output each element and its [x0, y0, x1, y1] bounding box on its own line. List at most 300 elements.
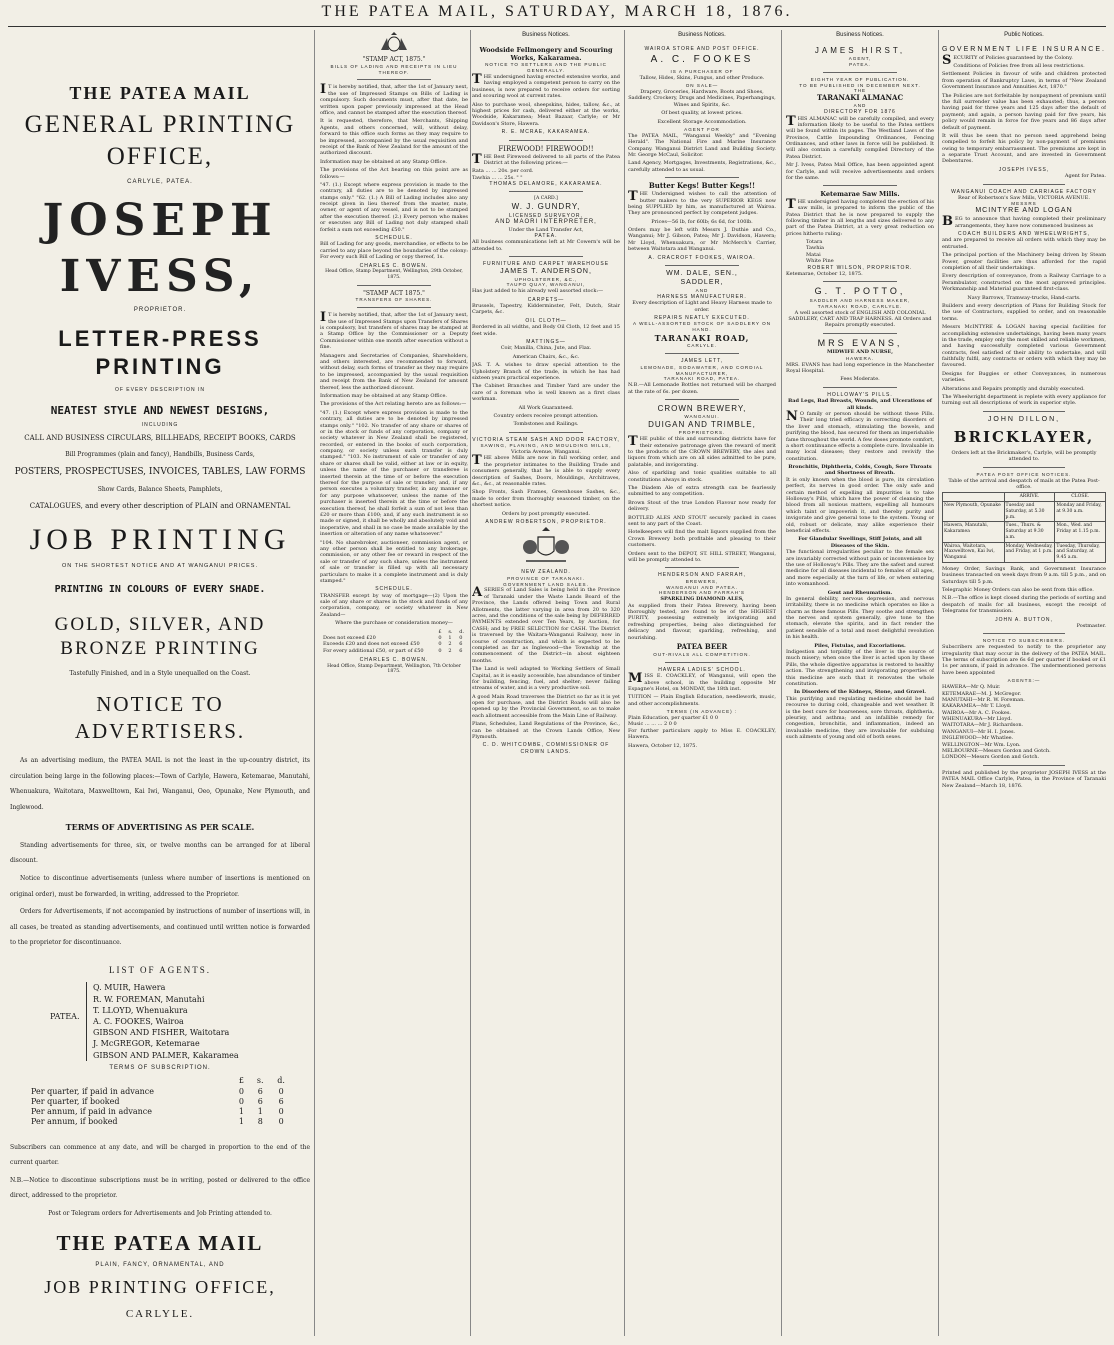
paragraph: Money Order, Savings Bank, and Government Insurance business transacted on week days from 9 a.m. till 5 p.m., and on Saturdays till 5 p.m. [942, 565, 1106, 585]
table-cell: 6 [459, 647, 463, 654]
town-label: PATEA. [50, 1012, 80, 1022]
paragraph: Telegraphic Money Orders can also be sent from this office. [942, 587, 1094, 594]
table-cell: Wairoa, Waitotara, Maxwelltown, Kai Iwi, Wanganui [943, 542, 1005, 562]
agents-block [50, 982, 310, 1060]
heading: SCHEDULE. [375, 235, 413, 242]
table-cell: d. [459, 628, 465, 635]
paragraph: THE public of this and surrounding districts have for their extensive patronage given the reward of merit to the products of the CROWN BREWERY, the ales and liquors from which are on all sides admitted to be pure, palatable, and invigorating. [628, 434, 776, 468]
heading: FURNITURE AND CARPET WAREHOUSE [482, 261, 610, 268]
heading: PATEA BEER [676, 642, 728, 652]
heading: JAMES LETT, [680, 358, 724, 365]
separator [983, 184, 1065, 185]
paragraph: The Land is well adapted to Working Settlers of Small Capital, as it is easily accessible, has abundance of timber for building, fencing, fuel, and shelter; never failing streams of water, and is a very productive soil. [472, 666, 620, 692]
caption: INCLUDING [141, 421, 179, 428]
subheading: TARANAKI ROAD, CARLYLE. [817, 303, 903, 309]
paragraph: Mr J. Ivess, Patea Mail Office, has been appointed agent for Carlyle, and will receive advertisements and orders for the same. [786, 162, 934, 182]
heading: JOHN DILLON, [987, 415, 1061, 423]
column-divider [470, 30, 471, 1336]
paragraph: Subscribers are requested to notify to the proprietor any irregularity that may occur in the delivery of the PATEA MAIL. The terms of subscription are 6s 6d per quarter if booked or £1 1s per annum, if paid in advance. The undermentioned persons have been appointed [942, 644, 1106, 676]
subheading: WANGANUI. [684, 414, 720, 420]
paragraph: N.B.—The office is kept closed during the periods of sorting and despatch of mails for all business, except the receipt of Telegrams for transmission. [942, 595, 1106, 615]
paragraph: Table of the arrival and despatch of mails at the Patea Post-office. [948, 477, 1100, 490]
paragraph: Standing advertisements for three, six, or twelve months can be arranged for at liberal discount. [10, 841, 310, 865]
paragraph: Every description of Light and Heavy Harness made to order. [632, 300, 772, 313]
paragraph: The Cabinet Branches and Timber Yard are under the care of a foreman who is well known as a first class workman. [472, 383, 620, 403]
list-item: HAWERA—Mr Q. Muir. [942, 684, 1001, 691]
paragraph: NO family or person should be without these Pills. Their long tried efficacy in correcting disorders of the liver and stomach, stimulating the bowels, and purifying the blood, has secured for them an imperishable fame throughout the world. A few doses promote comfort, a short continuance effects a complete cure. Invaluable in many local diseases; they restore and revivify the constitution. [786, 408, 934, 462]
table-cell: 8 [257, 1117, 263, 1127]
list-line: POSTERS, PROSPECTUSES, INVOICES, TABLES, LAW FORMS [14, 466, 306, 477]
paragraph: Builders and every description of Plans for Building Stock for the use of Contractors, supplied to order, and on reasonable terms. [942, 302, 1106, 322]
table-cell: s. [256, 1076, 264, 1086]
heading: MRS EVANS, [817, 337, 903, 348]
paragraph: As supplied from their Patea Brewery, having been thoroughly tested, are found to be of the HIGHEST PURITY, possessing extremely invigorating and refreshing properties, being also distinguished for delicacy and flavour, sparkling, refreshing, and nourishing. [628, 602, 776, 641]
table-row [28, 1117, 292, 1127]
subheading: OIL CLOTH— [525, 317, 567, 324]
heading: GENERAL PRINTING OFFICE, [24, 111, 296, 171]
paragraph: Bill of Lading for any goods, merchandise, or effects to be carried to any place beyond the boundaries of the colony: For every such Bill of Lading or copy thereof, 1s. [320, 241, 468, 261]
signature: THOMAS DELAMORE, KAKARAMEA. [489, 181, 603, 188]
separator [665, 662, 739, 663]
separator [983, 467, 1065, 468]
paragraph: THE Undersigned wishes to call the attention of butter makers to the very SUPERIOR KEGS now being SUPPLIED by him, as manufactured at Wairoa. They are pronounced perfect by competent judges. [628, 189, 776, 217]
table-cell: 0 [278, 1086, 284, 1096]
heading: "STAMP ACT, 1875." [362, 56, 426, 63]
table-cell: Exceeds £20 and does not exceed £50 [323, 641, 420, 648]
list-item: WHENUAKURA—Mr Lloyd. [942, 716, 1012, 723]
separator [823, 387, 897, 388]
paragraph: and are prepared to receive all orders with which they may be entrusted. [942, 237, 1106, 250]
paragraph: Hotelkeepers will find the malt liquors supplied from the Crown Brewery both profitable and pleasing to their customers. [628, 529, 776, 549]
paragraph: "104. No sharebroker, auctioneer, commission agent, or any other person shall be entitled to any brokerage, commission, or any other fee or reward in respect of the sale or transfer of any such share, unless the instrument of sale or transfer is filled up with all necessary particulars to make it a complete instrument and is duly stamped." [320, 539, 468, 584]
paragraph: Bordered in all widths, and Body Oil Cloth, 12 feet and 15 feet wide. [472, 324, 620, 337]
paragraph: SECURITY of Policies guaranteed by the Colony. [942, 52, 1073, 68]
heading: NOTICE TO SUBSCRIBERS. [982, 638, 1066, 644]
paragraph: Orders left at the Brickmaker's, Carlyle, will be promptly attended to. [951, 449, 1097, 463]
heading: "STAMP ACT 1875." [363, 289, 425, 297]
subheading: BILLS OF LADING AND RECEIPTS IN LIEU THEREOF. [330, 63, 458, 75]
subheading: Bad Legs, Bad Breasts, Wounds, and Ulcerations of all kinds. [788, 398, 932, 411]
table-cell: Monday and Friday, at 9.30 a.m. [1055, 502, 1106, 522]
table-cell: Tuesday, Thursday, and Saturday, at 9.45 a.m. [1055, 542, 1106, 562]
list-line: CALL AND BUSINESS CIRCULARS, BILLHEADS, RECEIPT BOOKS, CARDS [24, 434, 296, 443]
agent: Q. MUIR, Hawera [93, 983, 166, 993]
paragraph: Messrs McINTYRE & LOGAN having special facilities for accomplishing extensive undertakings, having been many years in the trade, employ only the most skilled and reliable workmen, and having successfully completed various Government contracts, feel satisfied of their ability to undertake, and will faithfully fulfil, any contracts or orders with which they may be favoured. [942, 324, 1106, 369]
subheading: TERMS (IN ADVANCE) : [666, 709, 738, 715]
table-cell: Hawera, Manutahi, Kakaramea [943, 522, 1005, 542]
column-2-stamp-act [320, 30, 468, 1336]
table-cell: 1 [257, 1107, 263, 1117]
table-cell: Tuesday and Saturday, at 5.30 p.m. [1004, 502, 1055, 522]
caption: MESSRS [1011, 201, 1037, 207]
paragraph: Country orders receive prompt attention. [493, 412, 599, 419]
price-line: Tawhia ... ... 25s. " " [472, 174, 523, 181]
table-row [28, 1107, 292, 1117]
subheading: NOTICE TO SETTLERS AND THE PUBLIC GENERALLY. [485, 62, 607, 74]
table-cell: 6 [278, 1096, 284, 1106]
paragraph: BOTTLED ALES AND STOUT securely packed in cases sent to any part of the Coast. [628, 514, 776, 527]
paragraph: This purifying and regulating medicine should be had recourse to during cold, changeable and wet weather. It is the best cure for hoarseness, sore throats, diphtheria, pleurisy, and asthma; and an infallible remedy for congestion, bronchitis, and inflammation, indeed an invaluable medicine, they are invaluable for subduing such ailments of young and old of both sexes. [786, 695, 934, 741]
table-cell: Does not exceed £20 [323, 635, 376, 642]
paragraph: N.B.—All Lemonade Bottles not returned will be charged at the rate of 6s. per dozen. [628, 382, 776, 395]
paragraph: Of best quality, at lowest prices. [661, 110, 743, 117]
list-item: WANGANUI—Mr H. I. Jones. [942, 728, 1016, 735]
paragraph: It will thus be seen that no person need apprehend being compelled to forfeit his policy by non-payment of premiums owing to temporary embarrassment. The premiums are kept in a separate Trust Account, and are invested in Government Debentures. [942, 132, 1106, 165]
signature: ANDREW ROBERTSON, PROPRIETOR. [485, 518, 607, 525]
heading: NEATEST STYLE AND NEWEST DESIGNS, [50, 403, 270, 417]
paragraph: ASERIES of Land Sales is being held in the Province of Taranaki under the Waste Lands Board of the Province, the Lands offered being Town and Rural Allotments, the latter varying in area from 20 to 320 acres, and the conditions of the sale being by DEFERRED PAYMENTS extended over Ten Years, by Auction, for CASH; and by FREE SELECTION for CASH. The District is traversed by the Waitara-Wanganui Railway, now in course of construction, and which is expected to be completed as far as Inglewood—the Township at the commencement of the District—in about eighteen months. [472, 585, 620, 664]
heading: JOB PRINTING [29, 522, 291, 556]
table-row [28, 1076, 292, 1086]
agents-list [86, 982, 239, 1060]
caption: OF EVERY DESCRIPTION IN [114, 387, 206, 394]
paragraph: Settlement Policies in favour of wife and children protected from operation of Bankruptcy Laws, in terms of "New Zealand Government Insurance and Annuities Act, 1870." [942, 71, 1106, 91]
paragraph: Alterations and Repairs promptly and durably executed. [942, 385, 1085, 392]
subheading: DIRECTORY FOR 1876 [824, 109, 896, 116]
subheading: Piles, Fistulas, and Excoriations. [814, 642, 906, 649]
list-item: Totara [806, 239, 823, 246]
caption: PLAIN, FANCY, ORNAMENTAL, AND [95, 1262, 225, 1269]
subheading: AND MAORI INTERPRETER, [495, 218, 597, 225]
heading: FIREWOOD! FIREWOOD!! [498, 144, 594, 153]
caption: [A CARD.] [534, 196, 558, 202]
table-cell: £ [238, 1076, 244, 1086]
separator [509, 432, 583, 433]
table-header: ARRIVE. [1004, 493, 1055, 502]
paragraph: Fees Moderate. [840, 376, 880, 383]
caption: Under the Land Transfer Act, [508, 226, 584, 233]
column-header: Business Notices. [836, 32, 884, 38]
separator [509, 256, 583, 257]
column-5-business-notices [786, 30, 934, 1336]
subscription-table [28, 1076, 292, 1127]
agent: J. McGREGOR, Ketemarae [93, 1039, 200, 1049]
table-cell: Per annum, if paid in advance [31, 1107, 152, 1117]
heading: SADDLER, [680, 278, 724, 286]
heading: CROWN BREWERY, [657, 404, 747, 414]
signature: CHARLES C. BOWEN. [359, 657, 429, 664]
paragraph: THE undersigned having completed the erection of his saw mills, is prepared to inform the public of the Patea District that he is now prepared to supply the following timber in all lengths and sizes delivered to any part of the Patea District, at a very great reduction on prices hitherto ruling: [786, 196, 934, 237]
subheading: CARLYLE, PATEA. [127, 179, 193, 186]
paragraph: THE above Mills are now in full working order, and the proprietor intimates to the Building Trade and consumers generally, that he is able to supply every description of Sashes, Doors, Mouldings, Architraves, &c., &c., at reasonable rates. [472, 453, 620, 487]
heading: NOTICE TO ADVERTISERS. [74, 692, 246, 744]
subheading: PROVINCE OF TARANAKI. [507, 575, 585, 581]
caption: Head Office, Stamp Department, Wellington, 29th October, 1875. [325, 268, 463, 280]
heading: THE PATEA MAIL [69, 83, 251, 103]
heading: JAMES HIRST, [814, 45, 906, 55]
caption: Agent for Patea. [1064, 173, 1106, 180]
subheading: OUT-RIVALS ALL COMPETITION. [653, 651, 751, 657]
fee-line: Music ... ... ... 2 0 0 [628, 721, 677, 728]
paragraph: American Chairs, &c., &c. [512, 353, 580, 360]
paragraph: Where the purchase or consideration money— [335, 620, 453, 627]
caption: Postmaster. [1076, 623, 1106, 630]
separator [665, 177, 739, 178]
subheading: MIDWIFE AND NURSE, [826, 349, 894, 356]
list-item: MANUTAHI—Mr R. W. Foreman. [942, 696, 1025, 703]
caption: TO BE PUBLISHED IN DECEMBER NEXT. [799, 82, 921, 88]
heading: W. J. GUNDRY, [511, 202, 581, 212]
heading: PATEA POST OFFICE NOTICES. [976, 471, 1072, 477]
list-item: Tawhia [806, 245, 825, 252]
signature: JOHN A. BUTTON, [995, 616, 1053, 623]
agent: GIBSON AND FISHER, Waitotara [93, 1028, 230, 1038]
paragraph: Every description of conveyance, from a Railway Carriage to a Perambulator, constructed on the most approved principles. Workmanship and Material guaranteed first-class. [942, 273, 1106, 293]
mail-table [942, 492, 1106, 563]
table-row [320, 648, 468, 654]
separator [983, 765, 1065, 766]
paragraph: All Work Guaranteed. [518, 404, 574, 411]
table-row [28, 1097, 292, 1107]
paragraph: IT is hereby notified, that, after the 1st of January next, the use of Impressed Stamps on Bills of Lading is compulsory. Such documents must, after that date, be written upon paper previously impressed at the Head office, and cannot be stamped after the execution thereof. [320, 82, 468, 116]
heading: VICTORIA STEAM SASH AND DOOR FACTORY, [472, 436, 620, 443]
column-header: Business Notices. [678, 32, 726, 38]
list-item: INGLEWOOD—Mr Whatlee. [942, 735, 1014, 742]
heading: PRINTING IN COLOURS OF EVERY SHADE. [54, 584, 266, 596]
table-cell: 6 [459, 641, 463, 648]
list-item: KAKARAMEA—Mr T. Lloyd. [942, 703, 1012, 710]
list-item: Matai [806, 251, 821, 258]
separator [823, 333, 897, 334]
heading: MCINTYRE AND LOGAN [975, 207, 1073, 215]
column-1-printing-office [10, 30, 310, 1336]
paragraph: MISS E. COACKLEY, of Wanganui, will open the above school, in the building opposite Mr Espagne's Hotel, on MONDAY, the 18th inst. [628, 671, 776, 693]
heading: NEW ZEALAND. [521, 569, 571, 576]
proprietor-name: JOSEPH IVESS, [42, 194, 278, 303]
subheading: SAWING, PLANING, AND MOULDING MILLS, [480, 443, 612, 449]
caption: THE [853, 88, 867, 94]
subheading: HAWERA. [845, 355, 875, 361]
paragraph: The Diadem Ale of extra strength can be fearlessly submitted to any competition. [628, 484, 776, 498]
subheading: AGENTS:— [1007, 678, 1041, 684]
caption: Tastefully Finished, and in a Style unequalled on the Coast. [69, 669, 251, 677]
paragraph: Coir, Manilla, China, Jute, and Flax. [500, 345, 592, 352]
heading: SCHEDULE. [375, 586, 413, 593]
paragraph: IT is hereby notified, that, after the 1st of January next, the use of Impressed Stamps upon Transfers of Shares is compulsory, but transfers of shares may be stamped at a Stamp Office by the Commissioner or a Deputy Commissioner within one month after execution without a fine. [320, 310, 468, 351]
paragraph: Plans, Schedules, Land Regulations of the Province, &c., can be obtained at the Crown Lands Office, New Plymouth. [472, 721, 620, 741]
paragraph: Managers and Secretaries of Companies, Shareholders, and others interested, are recommended to forward, without delay, such forms of transfer as they may require to be impressed, accompanied by the usual requisition and receipt from the Bank of New Zealand for amount thereof, less the authorized discount. [320, 352, 468, 391]
list-line: Bill Programmes (plain and fancy), Handbills, Business Cards, [65, 451, 255, 459]
table-cell: 0 [438, 635, 442, 642]
paragraph: The principal portion of the Machinery being driven by Steam Power, greater facilities are thus afforded for the rapid completion of all their undertakings. [942, 252, 1106, 271]
spacer [10, 30, 310, 82]
heading: JOB PRINTING OFFICE, [44, 1277, 276, 1298]
list-item: WELLINGTON—Mr Wm. Lyon. [942, 741, 1021, 748]
subheading: PROPRIETORS. [678, 430, 726, 436]
table-header: CLOSE. [1055, 493, 1106, 502]
caption: Hawera, October 12, 1875. [628, 742, 698, 749]
list-line: Show Cards, Balance Sheets, Pamphlets, [97, 486, 223, 494]
heading: REPAIRS NEATLY EXECUTED. [654, 314, 750, 321]
table-row [943, 502, 1106, 522]
caption: AND [695, 287, 709, 293]
subheading: A WELL-ASSORTED STOCK OF SADDLERY ON HAND. [632, 321, 772, 333]
table-cell: Per quarter, if booked [31, 1096, 120, 1106]
subheading: UPHOLSTERER, &C., [514, 276, 578, 282]
caption: AND [853, 103, 867, 109]
paragraph: Also to purchase wool, sheepskins, hides, tallow, &c., at highest prices for cash, delivered either at the works, Woodside, Kakaramea; Meat Bazaar, Carlyle; or Mr Davidson's Store, Hawera. [472, 101, 620, 127]
list-item: KETEMARAE—M. J. McGregor. [942, 690, 1022, 697]
subheading: Gout and Rheumatism. [827, 589, 893, 596]
paragraph: Orders for Advertisements, if not accompanied by instructions of number of insertions will, in all cases, be treated as standing advertisements, and continued until written notice is forwarded to the proprietor for discontinuance. [10, 908, 310, 947]
caption: EIGHTH YEAR OF PUBLICATION. [810, 76, 910, 82]
table-cell: New Plymouth, Opunake [943, 502, 1005, 522]
signature: CHARLES C. BOWEN. [359, 262, 429, 269]
column-3-business-notices [472, 30, 620, 1336]
paragraph: A well assorted stock of ENGLISH AND COLONIAL SADDLERY, CART AND TRAP HARNESS. All Orders and Repairs promptly executed. [788, 309, 932, 329]
table-cell: 1 [238, 1117, 244, 1127]
caption: Ketemarae, October 12, 1875. [786, 271, 863, 278]
subheading: SADDLER AND HARNESS MAKER, [809, 297, 911, 303]
paragraph: Information may be obtained at any Stamp Office. [320, 392, 447, 399]
heading: WANGANUI COACH AND CARRIAGE FACTORY [951, 188, 1097, 195]
paragraph: Orders by post promptly executed. [501, 510, 591, 517]
caption: ON THE SHORTEST NOTICE AND AT WANGANUI PRICES. [62, 563, 258, 570]
paragraph: THIS ALMANAC will be carefully compiled, and every information likely to be useful to the Patea settlers will be found within its pages. The Westland Laws of the Province, Cattle Impounding Ordinances, Fencing Ordinances, and other laws in force will be published. It will also contain a carefully compiled Directory of the Patea District. [786, 113, 934, 160]
separator [357, 79, 431, 80]
table-row [28, 1087, 292, 1097]
paragraph: N.B.—Notice to discontinue subscriptions must be in writing, posted or delivered to the office direct, addressed to the proprietor. [10, 1176, 310, 1200]
table-cell: 0 [438, 647, 442, 654]
table-cell: Per quarter, if paid in advance [31, 1086, 154, 1096]
subheading: BREWERS, [685, 578, 719, 584]
agent: R. W. FOREMAN, Manutahi [93, 994, 205, 1004]
paragraph: Prices—56 lb, for 60lb; 6s 6d, for 100lb. [651, 218, 753, 225]
paragraph: TRANSFER except by way of mortgage—(2) Upon the sale of any share or shares in the stock and funds of any corporation, company, or society whatever in New Zealand— [320, 592, 468, 618]
paragraph: The Wheelwright department is replete with every appliance for turning out all descriptions of work in superior style. [942, 394, 1106, 407]
list-item: WAIROA—Mr A. C. Fookes. [942, 709, 1012, 716]
table-cell: 0 [238, 1096, 244, 1106]
separator [357, 285, 431, 286]
subheading: LEMONADE, SODAWATER, AND CORDIAL MANUFACTURER, [640, 364, 764, 376]
separator [665, 567, 739, 568]
table-row [943, 522, 1106, 542]
caption: CARLYLE. [125, 1308, 195, 1321]
table-cell: d. [277, 1076, 285, 1086]
column-header: Public Notices. [1004, 32, 1044, 38]
table-cell: 0 [238, 1086, 244, 1096]
column-header: Business Notices. [522, 32, 570, 38]
paragraph: "47. (1.) Except where express provision is made to the contrary, all duties are to be denoted by impressed stamps only." "102. No transfer of any share or shares of or in the stock or funds of any corporation, company or society whatever in New Zealand shall be registered, recorded, or entered in the books of such corporation, company, or society unless such transfer is duly stamped." "103. No instrument of sale or transfer of any share or shares shall be valid, either at law or in equity, unless the name of the purchaser or transferee is inserted therein at the time of or before the execution thereof for the purpose of sale or transfer; and, if any person executes a voluntary transfer, in any manner or for any purpose whatsoever, unless the name of the purchaser is inserted therein at the time or before the execution thereof, he shall forfeit a sum of not less than £20 or more than £100; and, if any such instrument is so made or signed, it shall be wholly and absolutely void and inoperative, and shall in no case be made available by the insertion or alteration of any name whatsoever." [320, 409, 468, 538]
paragraph: MRS. EVANS has had long experience in the Manchester Royal Hospital. [786, 361, 934, 375]
subheading: TARANAKI ROAD, PATEA. [663, 376, 741, 382]
subheading: In Disorders of the Kidneys, Stone, and Gravel. [794, 689, 926, 696]
table-cell: Mon., Wed. and Friday at 1.15 p.m. [1055, 522, 1106, 542]
column-divider [938, 30, 939, 1336]
column-divider [624, 30, 625, 1336]
paragraph: Tombstones and Railings. [513, 421, 579, 428]
paragraph: THE Best Firewood delivered to all parts of the Patea District at the following prices:— [472, 151, 620, 167]
paragraph: For further particulars apply to Miss E. COACKLEY, Hawera. [628, 727, 776, 741]
subheading: IS A PURCHASER OF [670, 68, 734, 74]
separator [983, 411, 1065, 412]
heading: Woodside Fellmongery and Scouring Works, Kakaramea. [479, 45, 613, 62]
paragraph: Notice to discontinue advertisements (unless where number of insertions is mentioned on original order), must be forwarded, in writing, addressed to the Proprietor. [10, 875, 310, 898]
signature: JOSEPH IVESS, [998, 166, 1050, 173]
list-item: LONDON—Messrs Gordon and Gotch. [942, 754, 1040, 761]
heading: SPARKLING DIAMOND ALES, [660, 596, 744, 603]
paragraph: Brussels, Tapestry, Kidderminster, Felt, Dutch, Stair Carpets, &c. [472, 303, 620, 316]
paragraph: Orders may be left with Messrs J. Duthie and Co., Wanganui; Mr J. Gibson, Patea; Mr J. Davidson, Hawera; Mr Lloyd, Whenuakura, or Mr McMerch's Carrier, between Waitotara and Wanganui. [628, 227, 776, 253]
masthead-rule [8, 26, 1106, 27]
column-divider [314, 30, 315, 1336]
paragraph: Subscribers can commence at any date, and will be charged in proportion to the end of the current quarter. [10, 1143, 310, 1167]
paragraph: All business communications left at Mr Cowern's will be attended to. [472, 239, 620, 252]
paragraph: In general debility, nervous depression, and nervous irritability, there is no medicine which operates so like a charm as these famous Pills. They soothe and strengthen the nerves and system generally, give tone to the stomach, elevate the spirits, and in fact render the patient sensible of a total and most delightful revolution in his health. [786, 595, 934, 641]
subheading: LICENSED SURVEYOR, [509, 212, 583, 219]
paragraph: BEG to announce that having completed their preliminary arrangements, they have now commenced business as [942, 214, 1106, 230]
paragraph: "47. (1.) Except where express provision is made to the contrary, all duties are to be denoted by impressed stamps only." "62. (1.) A Bill of Lading includes also any receipt given in lieu thereof from the master, mate, owner, or agent of any vessel, and is not to be stamped after the execution thereof. (2.) Every person who makes or executes any Bill of Lading not duly stamped shall forfeit a sum not exceeding £50." [320, 181, 468, 233]
heading: GOVERNMENT LIFE INSURANCE. [942, 45, 1106, 53]
paragraph: The Policies are not forfeitable by nonpayment of premium until the full surrender value has been exhausted; thus, a person having paid for three years and 125 days after the default of payment; and again, a person having paid for five years, his policy would remain in force for five years and 86 days after default of payment. [942, 92, 1106, 131]
paragraph: Conditions of Policies free from all less restrictions. [953, 63, 1085, 70]
heading: HOLLOWAY'S PILLS. [827, 391, 893, 398]
table-cell: 1 [448, 635, 452, 642]
heading: TARANAKI ALMANAC [816, 93, 904, 103]
heading: HENDERSON AND FARRAH, [658, 572, 746, 579]
column-6-public-notices [942, 30, 1106, 1336]
price-line: Rata ... ... 20s. per cord. [472, 168, 534, 175]
agent-list [942, 684, 1106, 761]
paragraph: Also of sparkling and tonic qualities suitable to all constitutions always in stock. [628, 470, 776, 483]
signature: ROBERT WILSON, PROPRIETOR. [807, 264, 913, 271]
signature: R. E. MCRAE, KAKARAMEA. [501, 129, 591, 136]
subheading: AGENT FOR [684, 126, 720, 132]
table-cell: 0 [459, 635, 463, 642]
paragraph: Land Agency, Mortgages, Investments, Registrations, &c., carefully attended to as usual. [628, 160, 776, 173]
subheading: GOVERNMENT LAND SALES. [503, 581, 589, 587]
table-cell: Monday, Wednesday, and Friday, at 1 p.m. [1004, 542, 1055, 562]
coat-of-arms-icon [472, 527, 620, 567]
table-cell: For every additional £50, or part of £50 [323, 647, 424, 654]
paragraph: It is only known when the blood is pure, its circulation perfect, its nerves in good order. The only safe and certain method of expelling all impurities is to take Holloway's Pills, which have the power of cleansing the blood from all noxious matters, expelling all humours which taint or impoverish it, and thereby purity and invigorate and give general tone to the system. Young or old, robust or delicate, may alike experience their beneficial effects. [786, 476, 934, 534]
subheading: Bronchitis, Diphtheria, Colds, Cough, Sore Throats and Shortness of Breath. [788, 464, 932, 477]
column-divider [781, 30, 782, 1336]
separator [823, 185, 897, 186]
table-cell: s. [448, 628, 453, 635]
heading: Butter Kegs! Butter Kegs!! [648, 181, 756, 191]
subheading: For Glandular Swellings, Stiff Joints, and all Diseases of the Skin. [798, 536, 922, 549]
subheading: WANGANUI AND PATEA. [666, 584, 738, 590]
table-cell: 0 [278, 1117, 284, 1127]
paragraph: TUITION — Plain English Education, needlework, music, and other accomplishments. [628, 694, 776, 707]
separator [509, 140, 583, 141]
heading: BRICKLAYER, [953, 427, 1095, 446]
signature: C. D. WHITCOMBE, COMMISSIONER OF CROWN LANDS. [482, 742, 610, 755]
heading: LETTER-PRESS PRINTING [58, 326, 262, 380]
heading: JAMES T. ANDERSON, [500, 267, 592, 275]
paragraph: THE undersigned having erected extensive works, and having employed a competent person to carry on the business, is now prepared to receive orders for sorting and scouring wool at current rates. [472, 72, 620, 100]
separator [665, 265, 739, 266]
paragraph: Brown Stout of the true London Flavour now ready for delivery. [628, 499, 776, 513]
heading: G. T. POTTO, [814, 286, 906, 297]
heading: DUIGAN AND TRIMBLE, [648, 420, 756, 430]
paragraph: JAS. T. A. wishes to draw special attention to the Upholstery Branch of the trade, in which he has had sixteen years practical experience. [472, 362, 620, 381]
separator [357, 307, 431, 308]
column-4-business-notices [628, 30, 776, 1336]
paragraph: A good Main Road traverses the District so far as it is yet open for purchase, and the District Roads will also be opened up by the Provincial Government, so as to make each allotment accessible from the Main Line of Railway. [472, 693, 620, 719]
fees-table [320, 629, 468, 655]
table-cell: £ [438, 628, 442, 635]
paragraph: Shop Fronts, Sash Frames, Greenhouse Sashes, &c., made to order from thoroughly seasoned timber, on the shortest notice. [472, 489, 620, 509]
separator [509, 191, 583, 192]
table-row [943, 542, 1106, 562]
heading: THE PATEA MAIL [56, 1230, 264, 1255]
table-row [943, 493, 1106, 502]
heading: HAWERA LADIES' SCHOOL. [658, 666, 746, 673]
paragraph: The functional irregularities peculiar to the female sex are invariably corrected without pain or inconvenience by the use of Holloway's Pills. They are the safest and surest medicine for all diseases incidental to females of all ages, and more especially at the turn of life, or when entering into womanhood. [786, 549, 934, 588]
heading: A. C. FOOKES [650, 54, 754, 66]
